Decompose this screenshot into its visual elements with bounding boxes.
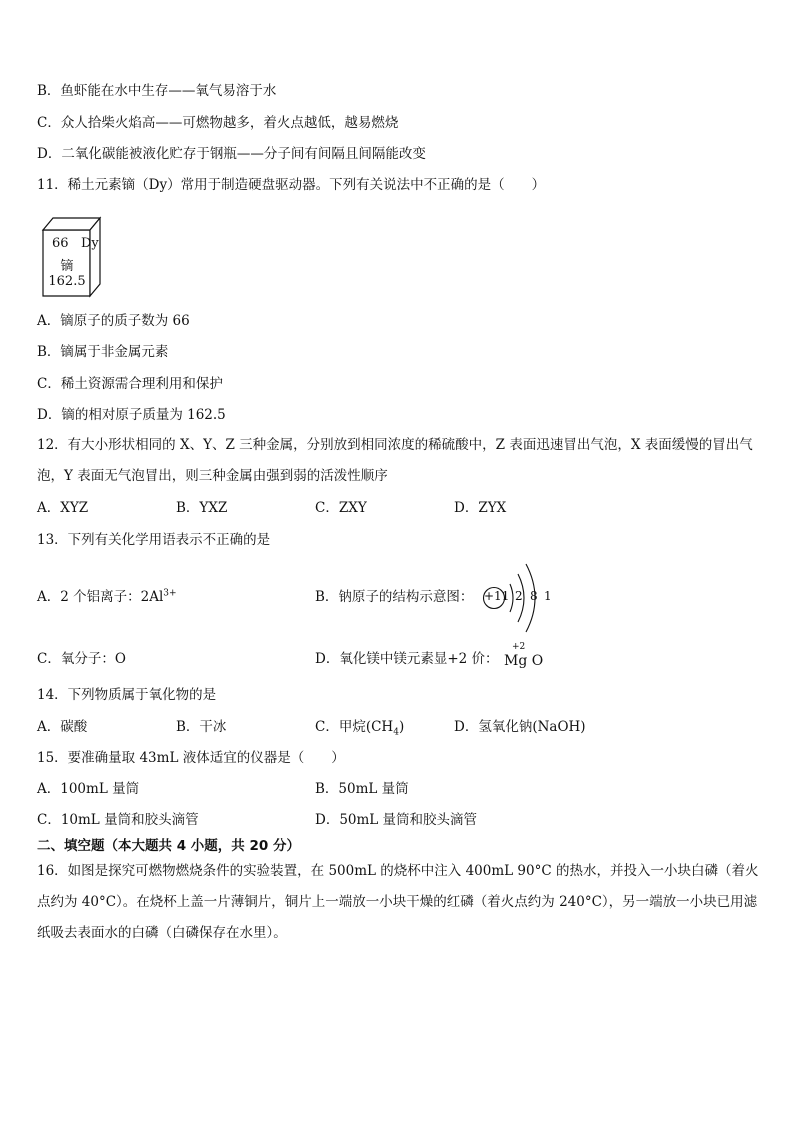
q14-option-c-close: ) xyxy=(398,719,405,735)
element-atomic-number: 66 xyxy=(52,236,69,251)
q11-option-d: D．镝的相对原子质量为 162.5 xyxy=(37,407,226,423)
q14-option-d: D．氢氧化钠(NaOH) xyxy=(454,719,586,735)
atom-nucleus-charge: +11 xyxy=(484,589,510,603)
q10-option-b: B．鱼虾能在水中生存——氧气易溶于水 xyxy=(37,83,277,99)
q12-option-a: A．XYZ xyxy=(37,500,89,516)
q14-option-b: B．干冰 xyxy=(176,719,227,735)
q15-stem: 15．要准确量取 43mL 液体适宜的仪器是（ ） xyxy=(37,750,345,766)
q14-option-a: A．碳酸 xyxy=(37,719,88,735)
q10-option-c: C．众人拾柴火焰高——可燃物越多，着火点越低，越易燃烧 xyxy=(37,115,399,131)
q14-option-c xyxy=(315,718,404,736)
sodium-atom-diagram xyxy=(478,558,556,642)
element-card xyxy=(38,214,102,304)
q15-option-c: C．10mL 量筒和胶头滴管 xyxy=(37,812,199,828)
q10-option-d: D．二氧化碳能被液化贮存于钢瓶——分子间有间隔且间隔能改变 xyxy=(37,146,426,162)
q11-option-c: C．稀土资源需合理利用和保护 xyxy=(37,376,223,392)
atom-shell-1: 2 xyxy=(515,589,523,603)
mgo-formula-text: Mg O xyxy=(504,653,544,669)
element-symbol: Dy xyxy=(80,236,99,251)
q11-option-b: B．镝属于非金属元素 xyxy=(37,344,169,360)
q13-option-d-label: D．氧化镁中镁元素显+2 价： xyxy=(315,651,499,667)
q12-option-c: C．ZXY xyxy=(315,500,367,516)
q14-option-c-text: C．甲烷(CH xyxy=(315,719,394,735)
q13-stem: 13．下列有关化学用语表示不正确的是 xyxy=(37,532,271,548)
q13-option-a xyxy=(37,588,177,606)
q13-option-c: C．氧分子：O xyxy=(37,651,126,667)
q13-option-a-text: A．2 个铝离子：2Al xyxy=(37,589,164,605)
q12-stem: 12．有大小形状相同的 X、Y、Z 三种金属，分别放到相同浓度的稀硫酸中，Z 表面迅速冒出气泡，X 表面缓慢的冒出气泡，Y 表面无气泡冒出，则三种金属由强到弱的活泼性顺序 xyxy=(37,437,753,484)
q11-option-a: A．镝原子的质子数为 66 xyxy=(37,313,190,329)
q11-stem: 11．稀土元素镝（Dy）常用于制造硬盘驱动器。下列有关说法中不正确的是（ ） xyxy=(37,177,546,193)
q12-option-b: B．YXZ xyxy=(176,500,228,516)
q12-option-d: D．ZYX xyxy=(454,500,507,516)
q15-option-a: A．100mL 量筒 xyxy=(37,781,140,797)
element-mass: 162.5 xyxy=(48,274,86,289)
element-name: 镝 xyxy=(60,259,74,274)
q15-option-d: D．50mL 量筒和胶头滴管 xyxy=(315,812,478,828)
q14-stem: 14．下列物质属于氧化物的是 xyxy=(37,687,217,703)
atom-shell-2: 8 xyxy=(530,589,538,603)
q13-option-b-label: B．钠原子的结构示意图： xyxy=(315,589,474,605)
aluminum-ion-charge: 3+ xyxy=(163,588,177,599)
section-heading-fill-in: 二、填空题（本大题共 4 小题，共 20 分） xyxy=(37,838,300,854)
atom-shell-3: 1 xyxy=(544,589,552,603)
methane-subscript: 4 xyxy=(393,727,399,738)
magnesium-valence: +2 xyxy=(512,642,526,652)
q15-option-b: B．50mL 量筒 xyxy=(315,781,409,797)
q16-stem: 16．如图是探究可燃物燃烧条件的实验装置，在 500mL 的烧杯中注入 400mL 90°C 的热水，并投入一小块白磷（着火点约为 40°C）。在烧杯上盖一片薄铜片，铜片上一端放一小块干燥的红磷（着火点约为 240°C），另一端放一小块已用滤纸吸去表面水的白磷（白磷保存在水里）。 xyxy=(37,863,759,941)
